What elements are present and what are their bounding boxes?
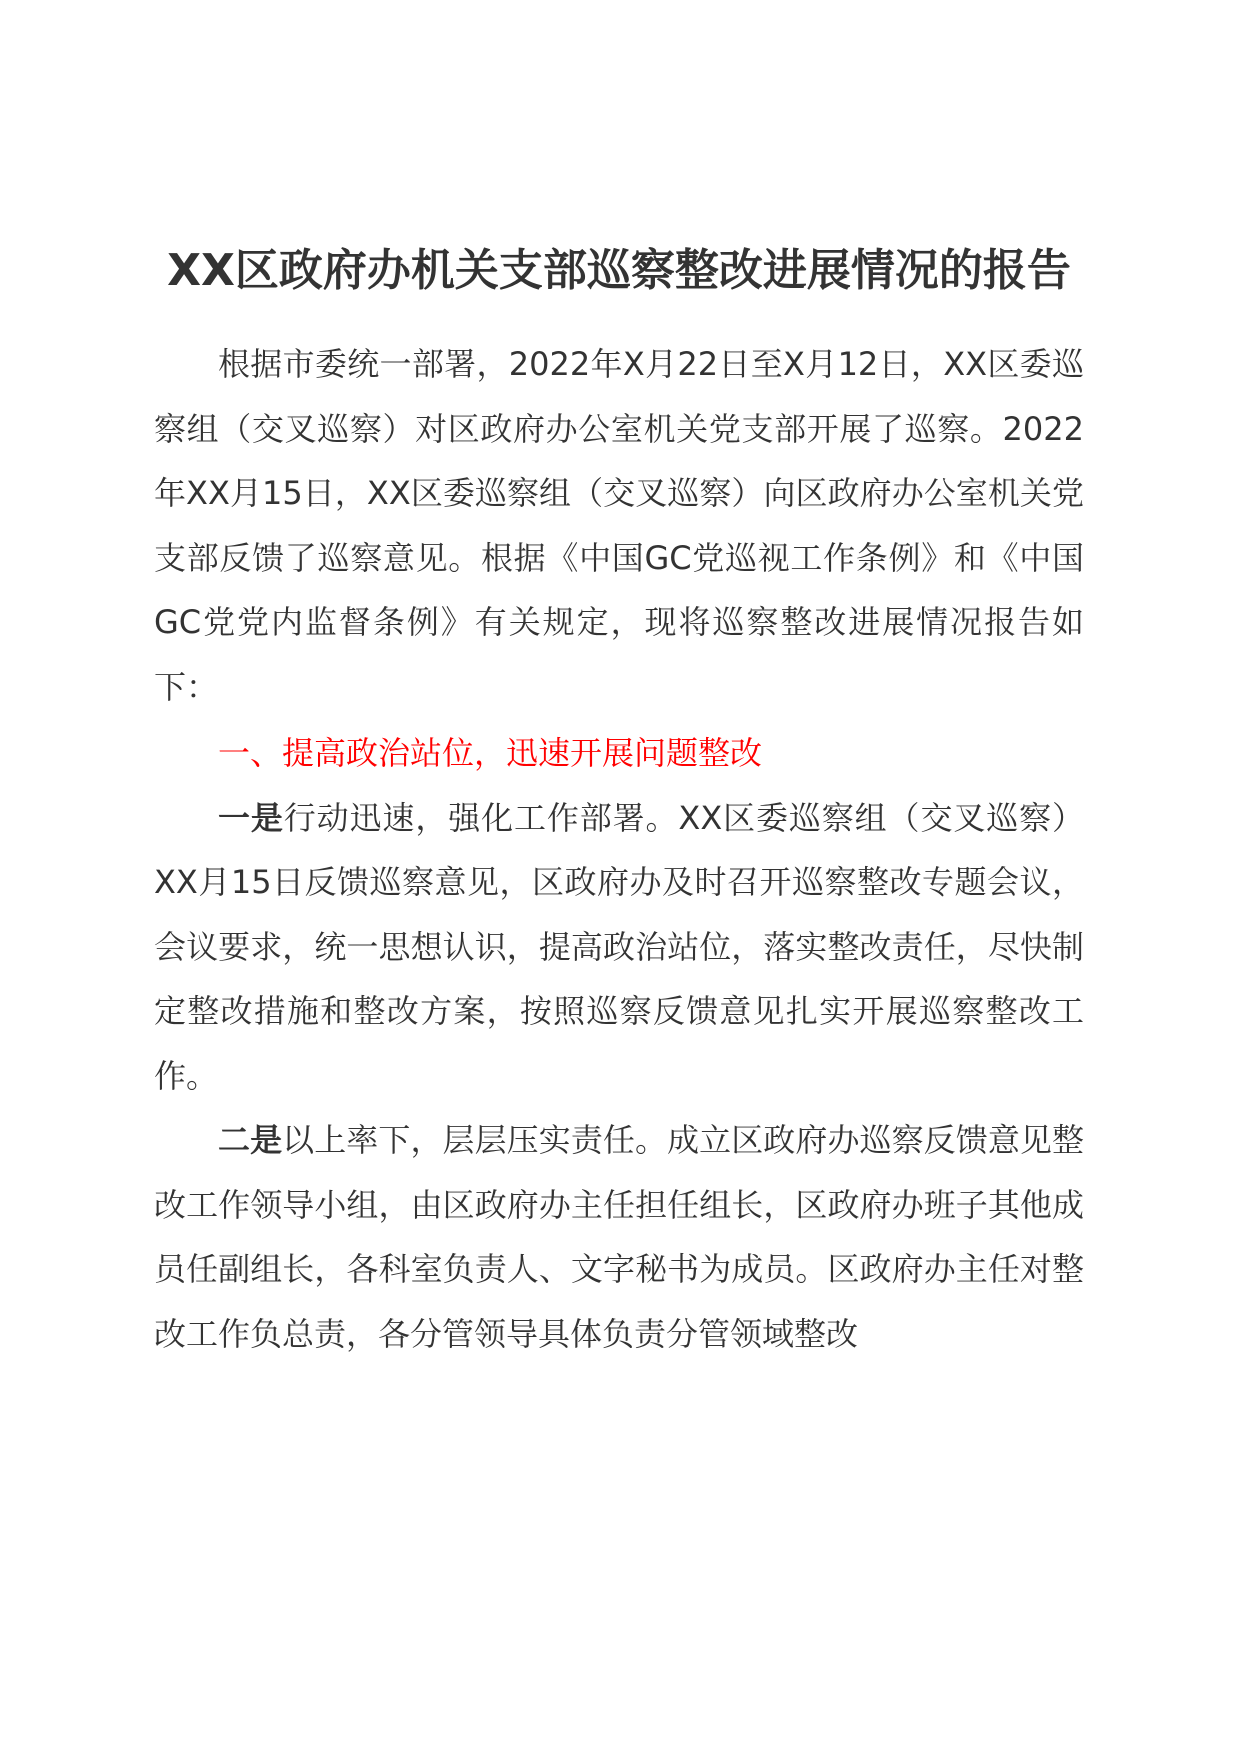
item-lead-2: 二是 bbox=[218, 1121, 283, 1159]
item-lead-1: 一是 bbox=[218, 798, 284, 837]
item-text-1: 行动迅速，强化工作部署。XX区委巡察组（交叉巡察）XX月15日反馈巡察意见，区政府办及时召开巡察整改专题会议，会议要求，统一思想认识，提高政治站位，落实整改责任，尽快制定整改措施和整改方案，按照巡察反馈意见扎实开展巡察整改工作。 bbox=[154, 798, 1084, 1095]
document-title: XX区政府办机关支部巡察整改进展情况的报告 bbox=[167, 245, 1071, 296]
section-item-2 bbox=[154, 1108, 1084, 1366]
section-item-1 bbox=[154, 786, 1084, 1109]
intro-paragraph: 根据市委统一部署，2022年X月22日至X月12日，XX区委巡察组（交叉巡察）对区政府办公室机关党支部开展了巡察。2022年XX月15日，XX区委巡察组（交叉巡察）向区政府办公室机关党支部反馈了巡察意见。根据《中国GC党巡视工作条例》和《中国GC党党内监督条例》有关规定，现将巡察整改进展情况报告如下： bbox=[154, 345, 1084, 706]
section-heading-1: 一、提高政治站位，迅速开展问题整改 bbox=[218, 734, 763, 772]
document-body bbox=[154, 240, 1084, 1366]
item-text-2: 以上率下，层层压实责任。成立区政府办巡察反馈意见整改工作领导小组，由区政府办主任担任组长，区政府办班子其他成员任副组长，各科室负责人、文字秘书为成员。区政府办主任对整改工作负总责，各分管领导具体负责分管领域整改 bbox=[154, 1121, 1084, 1353]
